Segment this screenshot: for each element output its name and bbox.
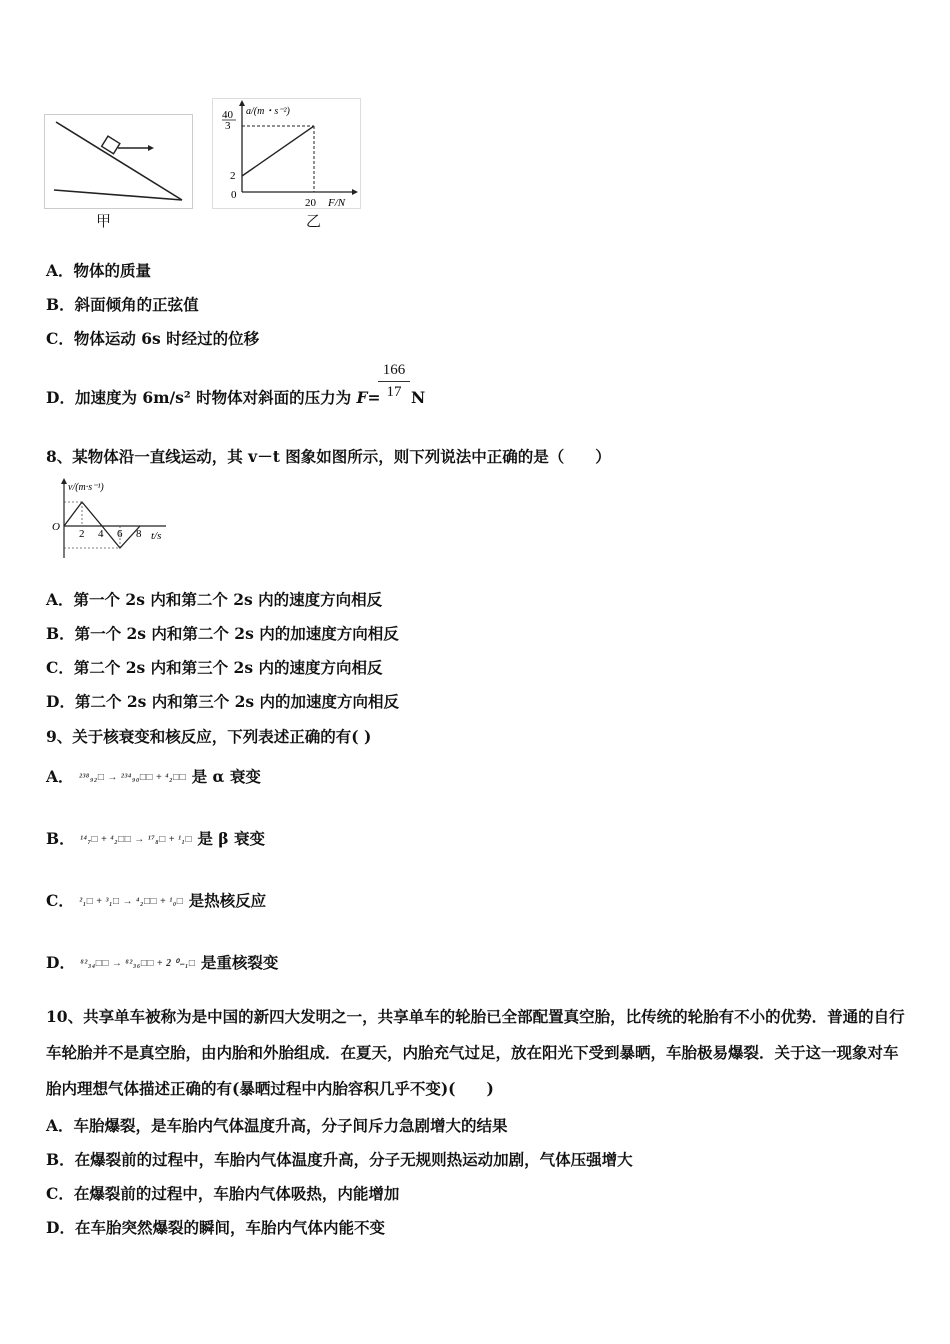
q7-option-d (46, 388, 381, 408)
q10-option-d: D．在车胎突然爆裂的瞬间，车胎内气体内能不变 (46, 1218, 385, 1237)
q7-option-d-eq: = (367, 388, 381, 407)
incline-diagram (44, 114, 194, 210)
q7-option-d-var: F (356, 388, 368, 407)
q9-option-c (46, 891, 266, 912)
vt-tick-8: 8 (136, 528, 142, 540)
figure-yi-caption: 乙 (306, 212, 322, 230)
q7-option-c: C．物体运动 6s 时经过的位移 (46, 329, 260, 348)
q8-option-a: A．第一个 2s 内和第二个 2s 内的速度方向相反 (46, 590, 383, 609)
y-axis-label: a/(m・s⁻²) (246, 106, 290, 117)
q9-option-c-text: 是热核反应 (188, 891, 267, 910)
q7-option-a: A．物体的质量 (46, 261, 152, 280)
q9-option-a-equation: ²³⁸₉₂□ → ²³⁴₉₀□□ + ⁴₂□□ (78, 772, 187, 783)
q9-option-b-equation: ¹⁴₇□ + ⁴₂□□ → ¹⁷₈□ + ¹₁□ (80, 834, 192, 845)
q10-option-b: B．在爆裂前的过程中，车胎内气体温度升高，分子无规则热运动加剧，气体压强增大 (46, 1150, 633, 1169)
q9-option-d-label: D． (46, 953, 75, 972)
q9-option-c-equation: ²₁□ + ³₁□ → ⁴₂□□ + ¹₀□ (79, 896, 184, 907)
q9-option-d (46, 953, 278, 974)
vt-x-label: t/s (151, 530, 162, 542)
q9-stem: 9、关于核衰变和核反应，下列表述正确的有( ) (46, 727, 372, 746)
q10-option-c: C．在爆裂前的过程中，车胎内气体吸热，内能增加 (46, 1184, 400, 1203)
q7-option-d-unit: N (411, 388, 426, 407)
vt-tick-4: 4 (98, 528, 104, 540)
y-intercept: 2 (230, 170, 236, 182)
a-f-graph (212, 98, 362, 210)
q8-option-c: C．第二个 2s 内和第三个 2s 内的速度方向相反 (46, 658, 383, 677)
q8-stem: 8、某物体沿一直线运动，其 v－t 图象如图所示，则下列说法中正确的是（ ） (46, 447, 611, 466)
q7-option-d-prefix: D．加速度为 6m/s² 时物体对斜面的压力为 (46, 388, 352, 407)
y-top-den: 3 (225, 120, 231, 132)
fraction-denominator: 17 (386, 384, 402, 400)
q9-option-b (46, 829, 265, 850)
vt-tick-6: 6 (117, 528, 123, 540)
q9-option-b-label: B． (46, 829, 75, 848)
q9-option-d-equation: ⁸²₃₄□□ → ⁸²₃₆□□ + 2 ⁰₋₁□ (80, 958, 196, 969)
y-top-num: 40 (222, 109, 233, 121)
x-tick-label: 20 (305, 197, 316, 209)
figure-jia (44, 114, 194, 234)
vt-origin: O (52, 521, 60, 533)
figure-yi (212, 98, 362, 233)
q10-stem: 10、共享单车被称为是中国的新四大发明之一，共享单车的轮胎已全部配置真空胎，比传统的轮胎有不小的优势．普通的自行车轮胎并不是真空胎，由内胎和外胎组成．在夏天，内胎充气过足，放在阳光下受到暴晒，车胎极易爆裂．关于这一现象对车胎内理想气体描述正确的有(暴晒过程中内胎容积几乎不变)( ) (46, 1007, 905, 1098)
q7-option-b: B．斜面倾角的正弦值 (46, 295, 199, 314)
vt-tick-2: 2 (79, 528, 85, 540)
q7-fraction (378, 362, 410, 401)
q9-option-a-label: A． (46, 767, 74, 786)
x-axis-label: F/N (328, 197, 346, 209)
q9-option-b-text: 是 β 衰变 (197, 829, 265, 848)
origin-label: 0 (231, 189, 237, 201)
q9-option-a (46, 767, 261, 788)
q9-option-c-label: C． (46, 891, 74, 910)
q8-vt-graph (48, 476, 178, 562)
vt-y-label: v/(m·s⁻¹) (68, 482, 104, 493)
q8-option-b: B．第一个 2s 内和第二个 2s 内的加速度方向相反 (46, 624, 399, 643)
q9-option-d-text: 是重核裂变 (200, 953, 279, 972)
q8-option-d: D．第二个 2s 内和第三个 2s 内的加速度方向相反 (46, 692, 400, 711)
q9-option-a-text: 是 α 衰变 (191, 767, 261, 786)
figure-jia-caption: 甲 (96, 212, 112, 230)
q10-option-a: A．车胎爆裂，是车胎内气体温度升高，分子间斥力急剧增大的结果 (46, 1116, 508, 1135)
fraction-numerator: 166 (382, 362, 406, 378)
